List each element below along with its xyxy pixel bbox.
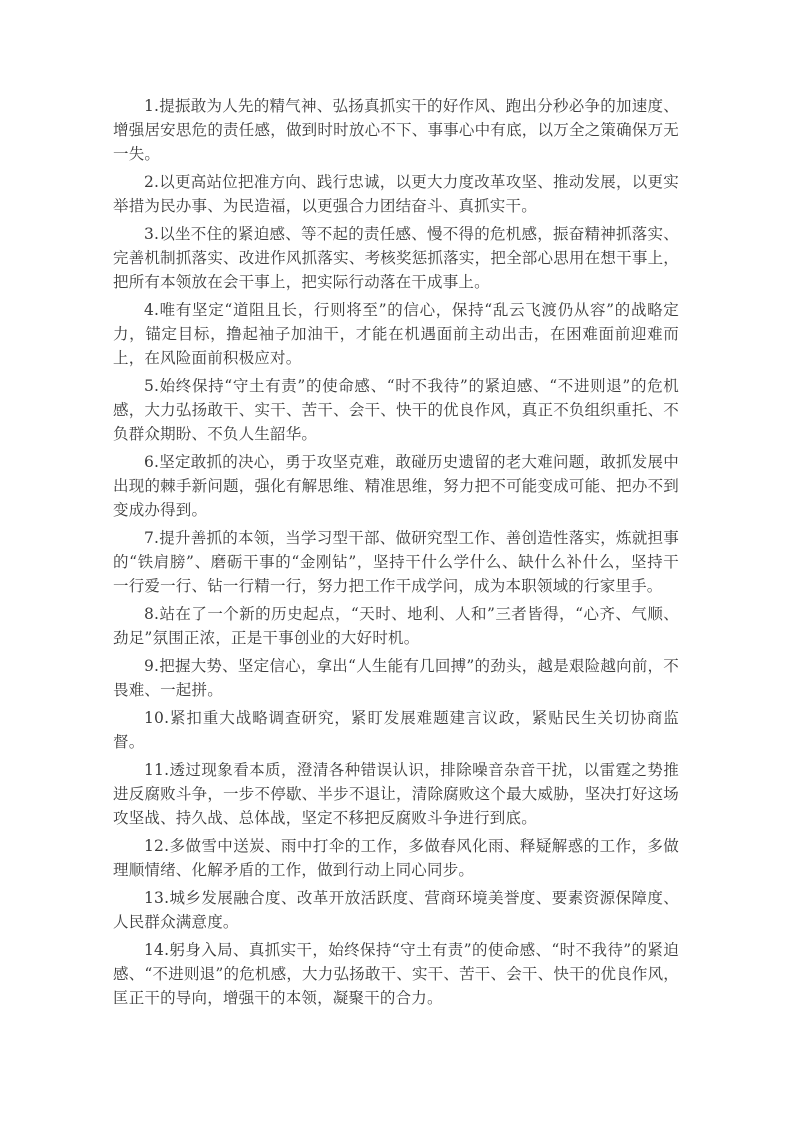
paragraph-4: 4.唯有坚定“道阻且长，行则将至”的信心，保持“乱云飞渡仍从容”的战略定力，锚定目标，撸起袖子加油干，才能在机遇面前主动出击，在困难面前迎难而上，在风险面前积极应对。 (113, 301, 679, 367)
paragraph-12: 12.多做雪中送炭、雨中打伞的工作，多做春风化雨、释疑解惑的工作，多做理顺情绪、化解矛盾的工作，做到行动上同心同步。 (113, 837, 679, 879)
paragraph-3: 3.以坐不住的紧迫感、等不起的责任感、慢不得的危机感，振奋精神抓落实、完善机制抓落实、改进作风抓落实、考核奖惩抓落实，把全部心思用在想干事上，把所有本领放在会干事上，把实际行动落在干成事上。 (113, 225, 679, 291)
paragraph-10: 10.紧扣重大战略调查研究，紧盯发展难题建言议政，紧贴民生关切协商监督。 (113, 709, 679, 751)
paragraph-13: 13.城乡发展融合度、改革开放活跃度、营商环境美誉度、要素资源保障度、人民群众满意度。 (113, 889, 679, 931)
document-body (113, 94, 679, 1014)
paragraph-8: 8.站在了一个新的历史起点，“天时、地利、人和”三者皆得，“心齐、气顺、劲足”氛围正浓，正是干事创业的大好时机。 (113, 605, 679, 647)
paragraph-14: 14.躬身入局、真抓实干，始终保持“守土有责”的使命感、“时不我待”的紧迫感、“不进则退”的危机感，大力弘扬敢干、实干、苦干、会干、快干的优良作风，匡正干的导向，增强干的本领，凝聚干的合力。 (113, 941, 679, 1007)
paragraph-2: 2.以更高站位把准方向、践行忠诚，以更大力度改革攻坚、推动发展，以更实举措为民办事、为民造福，以更强合力团结奋斗、真抓实干。 (113, 173, 679, 215)
paragraph-11: 11.透过现象看本质，澄清各种错误认识，排除噪音杂音干扰，以雷霆之势推进反腐败斗争，一步不停歇、半步不退让，清除腐败这个最大威胁，坚决打好这场攻坚战、持久战、总体战，坚定不移把反腐败斗争进行到底。 (113, 761, 679, 827)
paragraph-6: 6.坚定敢抓的决心，勇于攻坚克难，敢碰历史遗留的老大难问题，敢抓发展中出现的棘手新问题，强化有解思维、精准思维，努力把不可能变成可能、把办不到变成办得到。 (113, 453, 679, 519)
paragraph-1: 1.提振敢为人先的精气神、弘扬真抓实干的好作风、跑出分秒必争的加速度、增强居安思危的责任感，做到时时放心不下、事事心中有底，以万全之策确保万无一失。 (113, 97, 679, 163)
paragraph-7: 7.提升善抓的本领，当学习型干部、做研究型工作、善创造性落实，炼就担事的“铁肩膀”、磨砺干事的“金刚钻”，坚持干什么学什么、缺什么补什么，坚持干一行爱一行、钻一行精一行，努力把工作干成学问，成为本职领域的行家里手。 (113, 529, 679, 595)
paragraph-9: 9.把握大势、坚定信心，拿出“人生能有几回搏”的劲头，越是艰险越向前，不畏难、一起拼。 (113, 657, 679, 699)
paragraph-5: 5.始终保持“守土有责”的使命感、“时不我待”的紧迫感、“不进则退”的危机感，大力弘扬敢干、实干、苦干、会干、快干的优良作风，真正不负组织重托、不负群众期盼、不负人生韶华。 (113, 377, 679, 443)
